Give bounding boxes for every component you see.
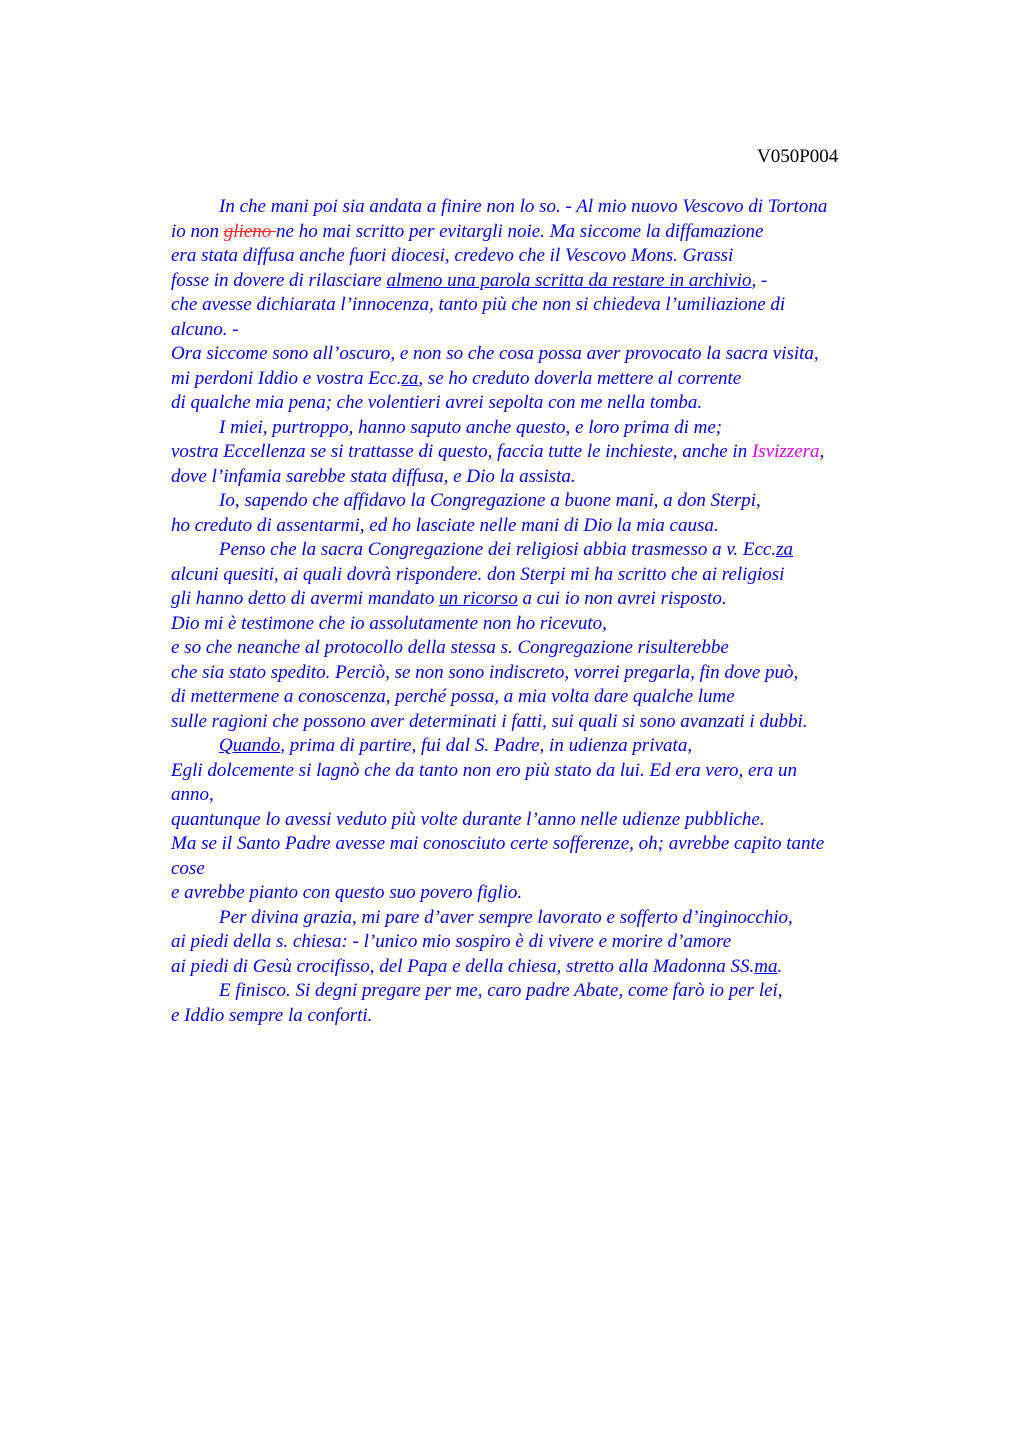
text-line xyxy=(171,808,906,833)
text-segment: che sia stato spedito. Perciò, se non sono indiscreto, vorrei pregarla, fin dove può, xyxy=(171,661,799,683)
text-segment: In che mani poi sia andata a finire non lo so. - Al mio nuovo Vescovo di Tortona xyxy=(219,196,828,217)
text-line xyxy=(171,906,906,931)
text-segment: di mettermene a conoscenza, perché possa, a mia volta dare qualche lume xyxy=(171,686,735,707)
text-segment: a cui io non avrei risposto. xyxy=(517,588,727,609)
text-segment: Per divina grazia, mi pare d’aver sempre lavorato e sofferto d’inginocchio, xyxy=(219,906,793,928)
text-segment: cose xyxy=(171,857,205,879)
deleted-word: glieno xyxy=(223,220,277,242)
text-line xyxy=(171,734,906,759)
text-line xyxy=(171,440,906,465)
text-segment: Egli dolcemente si lagnò che da tanto non ero più stato da lui. Ed era vero, era un xyxy=(171,759,798,781)
text-segment: Penso che la sacra Congregazione dei religiosi abbia trasmesso a v. Ecc. xyxy=(219,539,777,560)
text-line xyxy=(171,857,906,882)
text-segment: Ma se il Santo Padre avesse mai conosciuto certe sofferenze, oh; avrebbe capito tante xyxy=(171,833,825,854)
text-segment: I miei, purtroppo, hanno saputo anche questo, e loro prima di me; xyxy=(219,416,723,438)
text-segment: e Iddio sempre la conforti. xyxy=(171,1004,373,1026)
text-segment: era stata diffusa anche fuori diocesi, credevo che il Vescovo Mons. Grassi xyxy=(171,245,734,266)
text-line xyxy=(171,685,906,710)
text-segment: ho creduto di assentarmi, ed ho lasciate nelle mani di Dio la mia causa. xyxy=(171,514,719,536)
text-line xyxy=(171,367,906,392)
text-segment: mi perdoni Iddio e vostra Ecc. xyxy=(171,367,402,389)
text-segment: ai piedi della s. chiesa: - l’unico mio sospiro è di vivere e morire d’amore xyxy=(171,931,732,952)
text-segment: Ora siccome sono all’oscuro, e non so che cosa possa aver provocato la sacra visita, xyxy=(171,343,819,364)
text-segment: sulle ragioni che possono aver determinati i fatti, sui quali si sono avanzati i dubbi. xyxy=(171,710,808,732)
text-segment: . xyxy=(777,955,783,977)
underlined-text: un ricorso xyxy=(439,588,518,609)
text-segment: E finisco. Si degni pregare per me, caro padre Abate, come farò io per lei, xyxy=(219,980,783,1001)
text-segment: io non xyxy=(171,220,224,242)
text-segment: fosse in dovere di rilasciare xyxy=(171,269,387,291)
underlined-text: za xyxy=(401,367,419,389)
text-line xyxy=(171,538,906,563)
text-segment: di qualche mia pena; che volentieri avrei sepolta con me nella tomba. xyxy=(171,392,703,413)
text-line xyxy=(171,489,906,514)
text-line xyxy=(171,563,906,588)
text-segment: Io, sapendo che affidavo la Congregazione a buone mani, a don Sterpi, xyxy=(219,490,761,511)
text-segment: alcuno. - xyxy=(171,318,239,340)
text-line xyxy=(171,636,906,661)
text-segment: quantunque lo avessi veduto più volte durante l’anno nelle udienze pubbliche. xyxy=(171,808,765,830)
text-segment: e so che neanche al protocollo della stessa s. Congregazione risulterebbe xyxy=(171,637,729,658)
text-line xyxy=(171,514,906,539)
page-code: V050P004 xyxy=(757,146,839,167)
text-segment: Dio mi è testimone che io assolutamente non ho ricevuto, xyxy=(171,612,607,634)
text-line xyxy=(171,244,906,269)
underlined-text: almeno una parola scritta da restare in archivio xyxy=(386,269,752,291)
text-line xyxy=(171,465,906,490)
text-segment: , xyxy=(819,441,825,462)
text-line xyxy=(171,318,906,343)
text-line xyxy=(171,342,906,367)
text-line xyxy=(171,293,906,318)
text-line xyxy=(171,220,906,245)
text-line xyxy=(171,195,906,220)
text-line xyxy=(171,783,906,808)
text-segment: dove l’infamia sarebbe stata diffusa, e Dio la assista. xyxy=(171,465,576,487)
text-segment: vostra Eccellenza se si trattasse di questo, faccia tutte le inchieste, anche in xyxy=(171,441,752,462)
text-line xyxy=(171,661,906,686)
text-line xyxy=(171,979,906,1004)
text-line xyxy=(171,391,906,416)
text-line xyxy=(171,269,906,294)
text-segment: , - xyxy=(751,269,768,291)
highlighted-word: Isvizzera xyxy=(751,441,820,462)
underlined-text: ma xyxy=(754,955,778,977)
text-segment: anno, xyxy=(171,784,214,805)
text-line xyxy=(171,832,906,857)
text-segment: e avrebbe pianto con questo suo povero figlio. xyxy=(171,882,523,903)
text-line xyxy=(171,759,906,784)
text-segment: , se ho creduto doverla mettere al corrente xyxy=(418,367,742,389)
text-segment: che avesse dichiarata l’innocenza, tanto più che non si chiedeva l’umiliazione di xyxy=(171,294,786,315)
text-line xyxy=(171,1004,906,1029)
text-segment: ai piedi di Gesù crocifisso, del Papa e della chiesa, stretto alla Madonna SS. xyxy=(171,955,755,977)
text-line xyxy=(171,881,906,906)
underlined-text: Quando xyxy=(219,735,281,756)
text-segment: alcuni quesiti, ai quali dovrà rispondere. don Sterpi mi ha scritto che ai religiosi xyxy=(171,563,785,585)
letter-body xyxy=(171,195,906,1028)
text-segment: ne ho mai scritto per evitargli noie. Ma siccome la diffamazione xyxy=(276,220,764,242)
text-line xyxy=(171,612,906,637)
text-line xyxy=(171,955,906,980)
text-line xyxy=(171,710,906,735)
text-line xyxy=(171,416,906,441)
text-segment: gli hanno detto di avermi mandato xyxy=(171,588,440,609)
text-line xyxy=(171,587,906,612)
underlined-text: za xyxy=(776,539,793,560)
text-line xyxy=(171,930,906,955)
text-segment: , prima di partire, fui dal S. Padre, in udienza privata, xyxy=(280,735,693,756)
